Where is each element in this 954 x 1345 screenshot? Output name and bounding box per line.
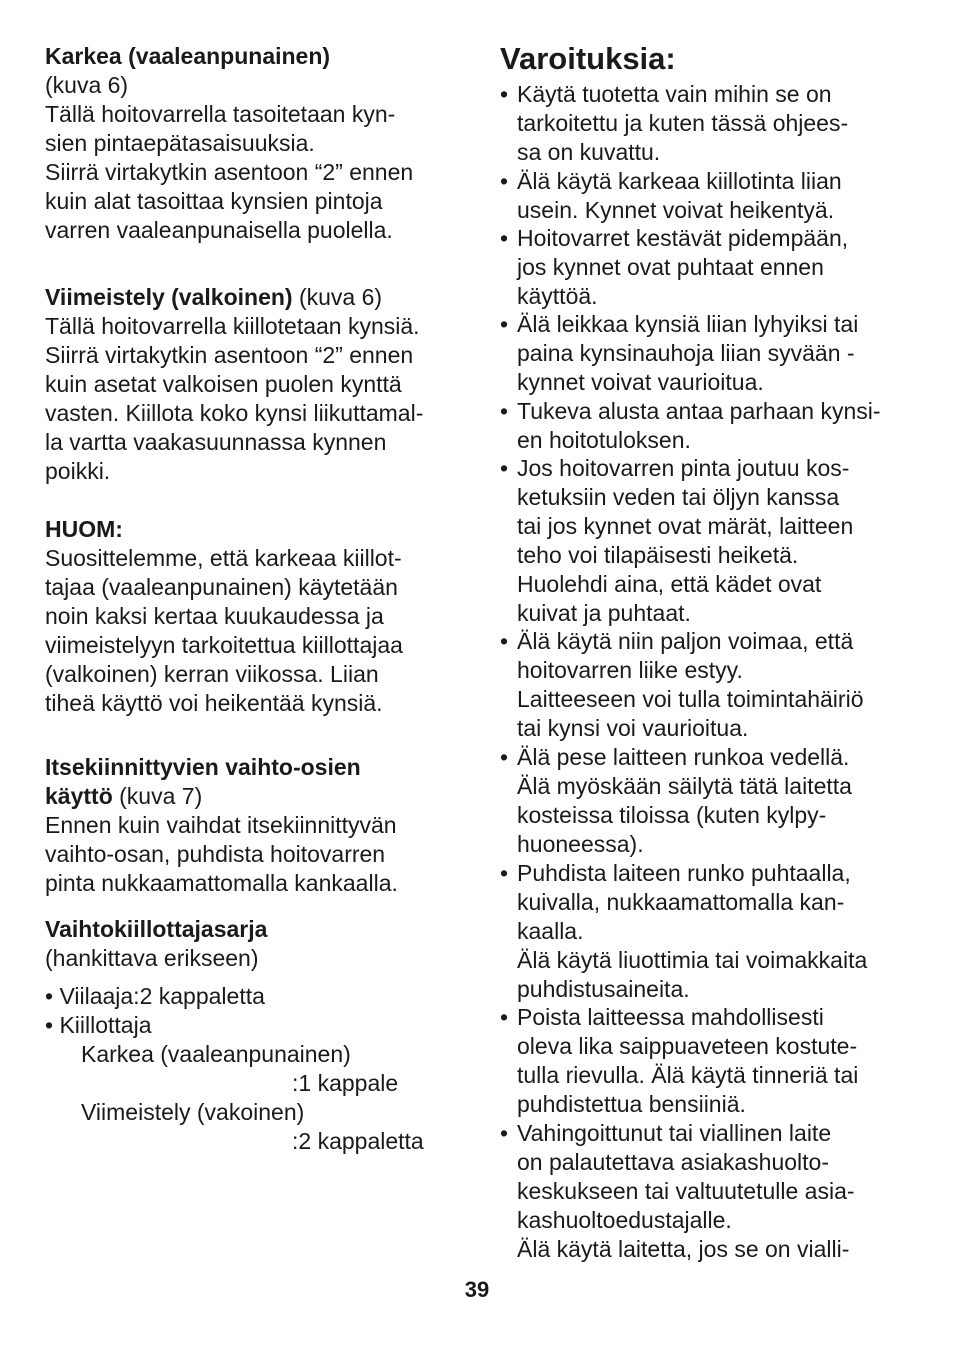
bullet-icon: • <box>500 225 509 251</box>
warning-text: Älä leikkaa kynsiä liian lyhyiksi tai paina kynsinauhoja liian syvään - kynnet voivat vaurioitua. <box>517 311 859 395</box>
warning-item <box>500 859 920 1004</box>
itse-heading-word: käyttö <box>45 783 113 809</box>
bullet-icon: • <box>500 744 509 770</box>
warning-text: Puhdista laiteen runko puhtaalla, kuivalla, nukkaamattomalla kan- kaalla. Älä käytä liuottimia tai voimakkaita puhdistusaineita. <box>517 860 868 1002</box>
warning-item <box>500 743 920 859</box>
itse-heading-line1: Itsekiinnittyvien vaihto-osien <box>45 754 361 780</box>
bullet-icon: • <box>500 81 509 107</box>
warning-text: Vahingoittunut tai viallinen laite on palautettava asiakashuolto- keskukseen tai valtuutetulle asia- kashuoltoedustajalle. Älä käytä laitetta, jos se on vialli- <box>517 1120 855 1262</box>
huom-heading: HUOM: <box>45 516 123 542</box>
warning-text: Älä pese laitteen runkoa vedellä. Älä myöskään säilytä tätä laitetta kosteissa tiloissa (kuten kylpy- huoneessa). <box>517 744 852 857</box>
warning-item <box>500 80 920 167</box>
karkea-body: Tällä hoitovarrella tasoitetaan kyn- sien pintaepätasaisuuksia. Siirrä virtakytkin asentoon “2” ennen kuin alat tasoittaa kynsien pintoja varren vaaleanpunaisella puolella. <box>45 101 414 243</box>
viimeistely-heading-line <box>45 283 423 312</box>
sub-item-label: Viimeistely (vakoinen) <box>81 1099 305 1125</box>
section-karkea <box>45 42 413 245</box>
sub-item-label: Karkea (vaaleanpunainen) <box>81 1041 351 1067</box>
warning-item <box>500 310 920 397</box>
karkea-figure-ref: (kuva 6) <box>45 72 129 98</box>
warnings-title: Varoituksia: <box>500 41 676 76</box>
itse-figure-ref: (kuva 7) <box>112 783 203 809</box>
section-viimeistely <box>45 283 423 486</box>
section-itsekiinnittyvat <box>45 753 398 898</box>
bullet-icon: • <box>500 1004 509 1030</box>
parts-list <box>45 982 424 1156</box>
sub-item-value: :2 kappaletta <box>292 1128 424 1154</box>
section-huom <box>45 515 403 718</box>
vaihto-heading: Vaihtokiillottajasarja <box>45 916 268 942</box>
warning-text: Poista laitteessa mahdollisesti oleva lika saippuaveteen kostute- tulla rievulla. Älä käytä tinneriä tai puhdistettua bensiiniä. <box>517 1004 859 1117</box>
bullet-icon: • <box>500 455 509 481</box>
list-item: • Viilaaja:2 kappaletta <box>45 983 265 1009</box>
section-vaihtokiillottajasarja <box>45 915 267 973</box>
warning-item <box>500 224 920 311</box>
huom-body: Suosittelemme, että karkeaa kiillot- tajaa (vaaleanpunainen) käytetään noin kaksi kertaa kuukaudessa ja viimeistelyyn tarkoitettua kiillottajaa (valkoinen) kerran viikossa. Liian tiheä käyttö voi heikentää kynsiä. <box>45 545 403 716</box>
bullet-icon: • <box>500 1120 509 1146</box>
bullet-icon: • <box>500 311 509 337</box>
warning-text: Älä käytä niin paljon voimaa, että hoitovarren liike estyy. Laitteeseen voi tulla toimintahäiriö tai kynsi voi vaurioitua. <box>517 628 864 741</box>
itse-body: Ennen kuin vaihdat itsekiinnittyvän vaihto-osan, puhdista hoitovarren pinta nukkaamattomalla kankaalla. <box>45 812 398 896</box>
vaihto-note: (hankittava erikseen) <box>45 945 259 971</box>
warning-item <box>500 627 920 743</box>
warning-item <box>500 1003 920 1119</box>
viimeistely-figure-ref: (kuva 6) <box>292 284 383 310</box>
itse-heading-line2 <box>45 782 398 811</box>
page-number: 39 <box>464 1277 490 1302</box>
viimeistely-body: Tällä hoitovarrella kiillotetaan kynsiä. Siirrä virtakytkin asentoon “2” ennen kuin asetat valkoisen puolen kynttä vasten. Kiillota koko kynsi liikuttamal- la vartta vaakasuunnassa kynnen poikki. <box>45 313 424 484</box>
karkea-heading: Karkea (vaaleanpunainen) <box>45 43 331 69</box>
sub-item-value: :1 kappale <box>292 1070 399 1096</box>
warning-text: Jos hoitovarren pinta joutuu kos- ketuksiin veden tai öljyn kanssa tai jos kynnet ovat märät, laitteen teho voi tilapäisesti heiketä. Huolehdi aina, että kädet ovat kuivat ja puhtaat. <box>517 455 854 626</box>
viimeistely-heading: Viimeistely (valkoinen) <box>45 284 293 310</box>
warning-item <box>500 397 920 455</box>
warning-text: Älä käytä karkeaa kiillotinta liian usein. Kynnet voivat heikentyä. <box>517 168 842 223</box>
bullet-icon: • <box>500 398 509 424</box>
warning-text: Hoitovarret kestävät pidempään, jos kynnet ovat puhtaat ennen käyttöä. <box>517 225 849 309</box>
warning-item <box>500 167 920 225</box>
warning-text: Tukeva alusta antaa parhaan kynsi- en hoitotuloksen. <box>517 398 881 453</box>
warning-item <box>500 1119 920 1264</box>
warning-item <box>500 454 920 628</box>
bullet-icon: • <box>500 168 509 194</box>
bullet-icon: • <box>500 628 509 654</box>
list-item: • Kiillottaja <box>45 1012 152 1038</box>
warning-text: Käytä tuotetta vain mihin se on tarkoitettu ja kuten tässä ohjees- sa on kuvattu. <box>517 81 849 165</box>
bullet-icon: • <box>500 860 509 886</box>
